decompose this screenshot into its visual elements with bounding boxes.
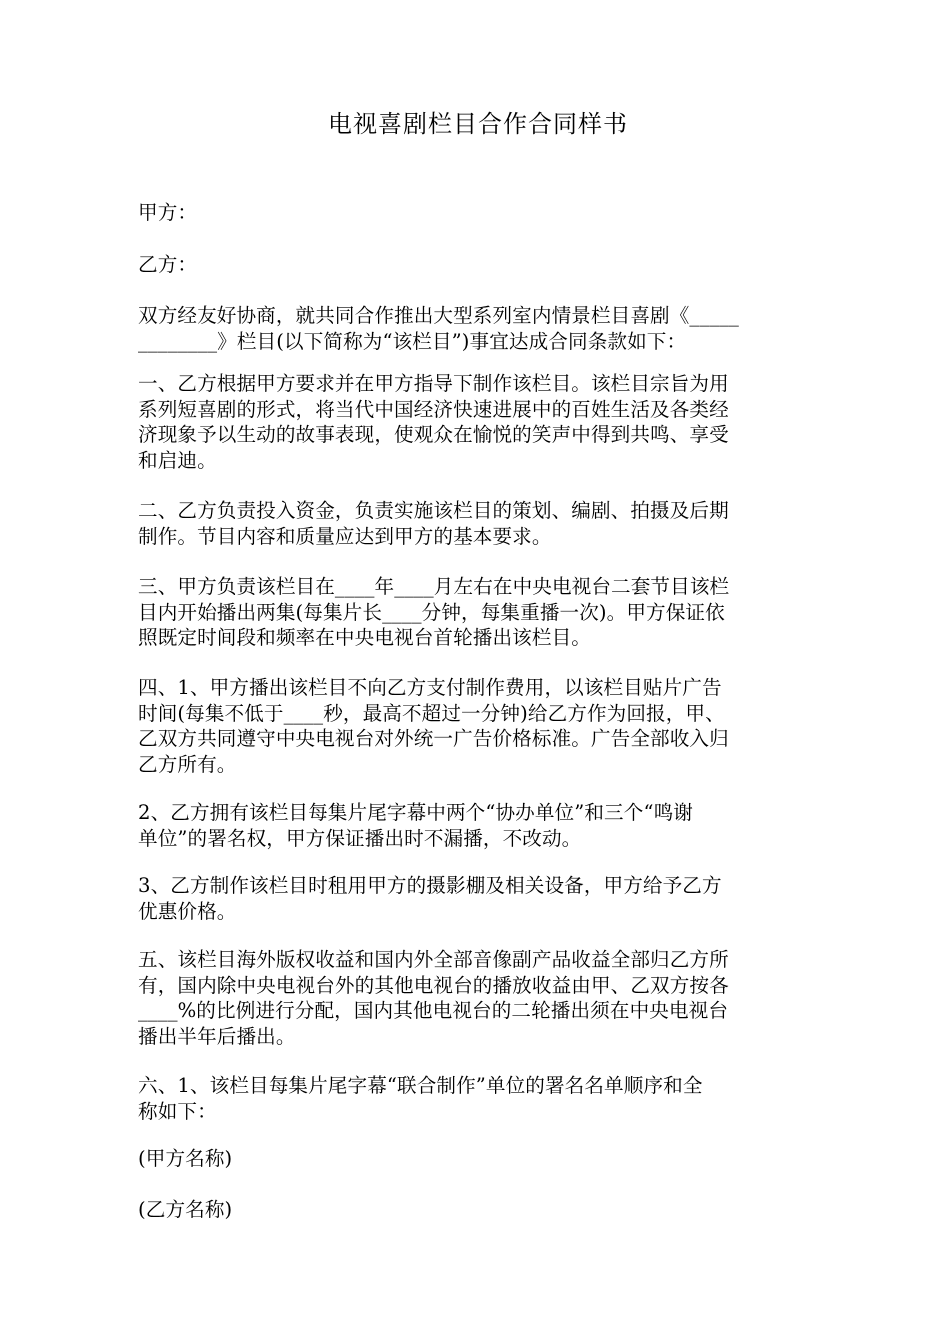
party-a-label: 甲方： <box>138 201 198 224</box>
clause-4-2-paragraph: 2、乙方拥有该栏目每集片尾字幕中两个“协办单位”和三个“鸣谢 单位”的署名权，甲方保证播出时不漏播，不改动。 <box>138 801 693 850</box>
clause-4-1-paragraph: 四、1、甲方播出该栏目不向乙方支付制作费用，以该栏目贴片广告 时间(每集不低于____秒，最高不超过一分钟)给乙方作为回报，甲、 乙双方共同遵守中央电视台对外统一广告价格标准。广告全部收入归 乙方所有。 <box>138 676 729 776</box>
clause-6-1-paragraph: 六、1、该栏目每集片尾字幕“联合制作”单位的署名名单顺序和全 称如下： <box>138 1074 703 1123</box>
clause-2-paragraph: 二、乙方负责投入资金，负责实施该栏目的策划、编剧、拍摄及后期 制作。节目内容和质量应达到甲方的基本要求。 <box>138 499 729 548</box>
clause-4-3-paragraph: 3、乙方制作该栏目时租用甲方的摄影棚及相关设备，甲方给予乙方 优惠价格。 <box>138 874 722 923</box>
party-b-name-placeholder: (乙方名称) <box>138 1198 233 1221</box>
party-a-name-placeholder: (甲方名称) <box>138 1147 233 1170</box>
clause-3-paragraph: 三、甲方负责该栏目在____年____月左右在中央电视台二套节目该栏 目内开始播出两集(每集片长____分钟，每集重播一次)。甲方保证依 照既定时间段和频率在中央电视台首轮播出该栏目。 <box>138 575 730 649</box>
preamble-paragraph: 双方经友好协商，就共同合作推出大型系列室内情景栏目喜剧《_____ ________》栏目(以下简称为“该栏目”)事宜达成合同条款如下： <box>138 304 739 353</box>
clause-5-paragraph: 五、该栏目海外版权收益和国内外全部音像副产品收益全部归乙方所 有，国内除中央电视台外的其他电视台的播放收益由甲、乙双方按各 ____%的比例进行分配，国内其他电视台的二轮播出须在中央电视台 播出半年后播出。 <box>138 948 729 1048</box>
clause-1-paragraph: 一、乙方根据甲方要求并在甲方指导下制作该栏目。该栏目宗旨为用 系列短喜剧的形式，将当代中国经济快速进展中的百姓生活及各类经 济现象予以生动的故事表现，使观众在愉悦的笑声中得到共鸣、享受 和启迪。 <box>138 372 729 472</box>
document-title: 电视喜剧栏目合作合同样书 <box>328 110 628 138</box>
party-b-label: 乙方： <box>138 253 198 276</box>
